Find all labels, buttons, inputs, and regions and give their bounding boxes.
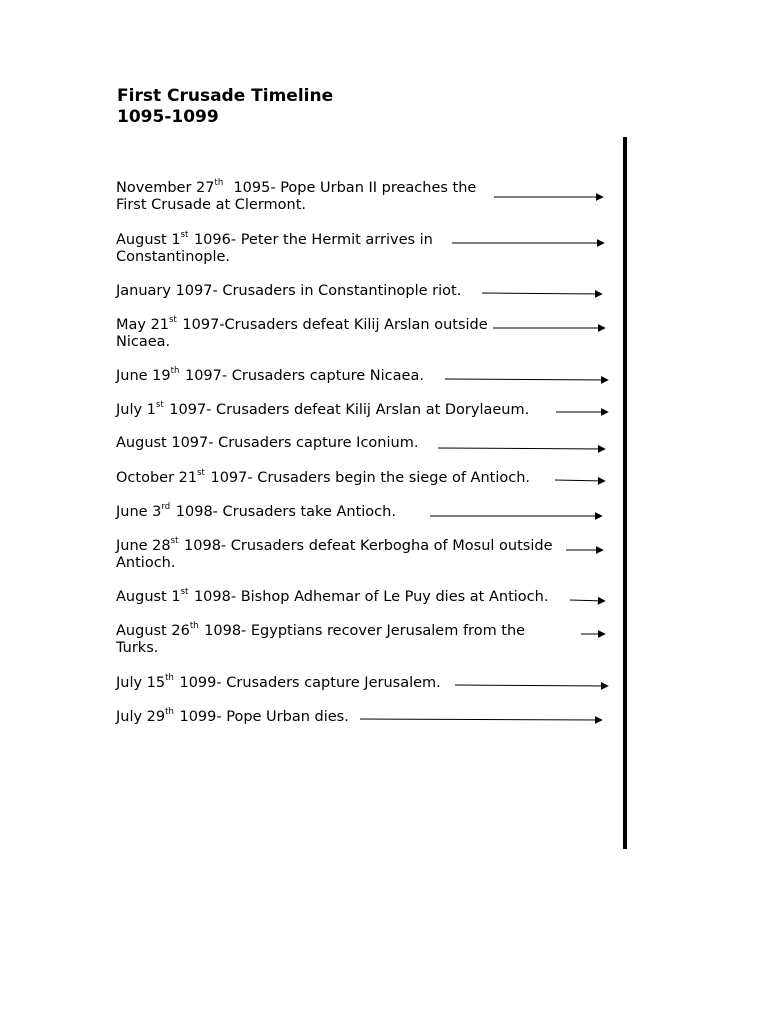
arrow xyxy=(438,448,605,449)
arrow xyxy=(455,685,608,686)
timeline-event: January 1097- Crusaders in Constantinople riot. xyxy=(116,283,462,299)
arrow xyxy=(482,293,602,294)
arrow xyxy=(570,600,605,601)
timeline-event: June 3rd 1098- Crusaders take Antioch. xyxy=(116,502,396,520)
arrow xyxy=(445,379,608,380)
timeline-event: August 1st 1096- Peter the Hermit arrives in Constantinople. xyxy=(116,230,433,265)
timeline-event: July 15th 1099- Crusaders capture Jerusalem. xyxy=(116,673,441,691)
arrow xyxy=(360,719,602,720)
arrow xyxy=(555,480,605,481)
timeline-event: July 1st 1097- Crusaders defeat Kilij Arslan at Dorylaeum. xyxy=(116,400,530,418)
title-line-2: 1095-1099 xyxy=(117,107,219,127)
timeline-event: July 29th 1099- Pope Urban dies. xyxy=(116,707,349,725)
timeline-event: June 19th 1097- Crusaders capture Nicaea. xyxy=(116,366,424,384)
timeline-event: October 21st 1097- Crusaders begin the siege of Antioch. xyxy=(116,468,531,486)
timeline-event: August 1097- Crusaders capture Iconium. xyxy=(116,435,419,451)
timeline-event: August 26th 1098- Egyptians recover Jerusalem from the Turks. xyxy=(116,621,526,656)
timeline-event: May 21st 1097-Crusaders defeat Kilij Arslan outside Nicaea. xyxy=(116,315,488,350)
timeline-event: November 27th 1095- Pope Urban II preaches the First Crusade at Clermont. xyxy=(116,178,477,213)
title-line-1: First Crusade Timeline xyxy=(117,86,334,106)
timeline-event: June 28st 1098- Crusaders defeat Kerbogha of Mosul outside Antioch. xyxy=(116,536,553,571)
timeline-event: August 1st 1098- Bishop Adhemar of Le Puy dies at Antioch. xyxy=(116,587,549,605)
